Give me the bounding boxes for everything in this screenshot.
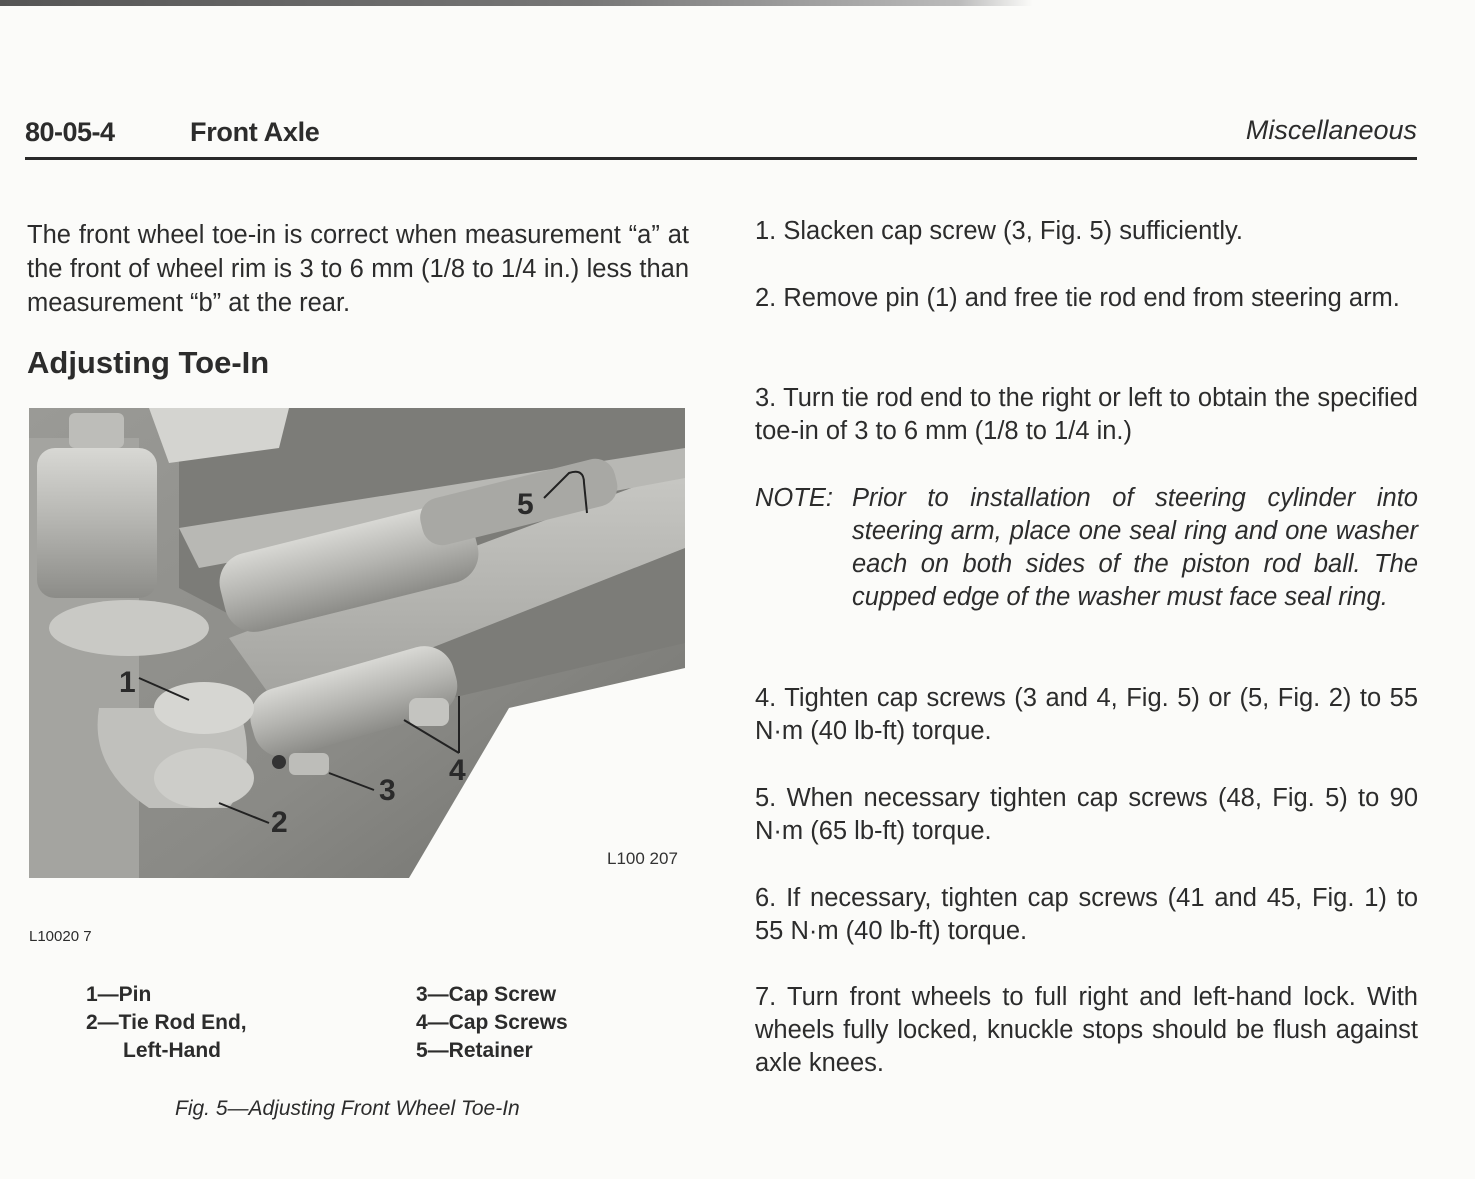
step-2: 2. Remove pin (1) and free tie rod end from steering arm. (755, 284, 1400, 312)
callout-1: 1 (119, 666, 136, 699)
step-5: 5. When necessary tighten cap screws (48, Fig. 5) to 90 N·m (65 lb-ft) torque. (755, 784, 1418, 845)
photo-id: L100 207 (607, 849, 678, 868)
callout-2: 2 (271, 806, 288, 839)
callout-3: 3 (379, 774, 396, 807)
legend-item: 4—Cap Screws (416, 1011, 568, 1034)
legend-item: 1—Pin (86, 983, 152, 1006)
legend-item: 3—Cap Screw (416, 983, 557, 1006)
step-4: 4. Tighten cap screws (3 and 4, Fig. 5) or (5, Fig. 2) to 55 N·m (40 lb-ft) torque. (755, 684, 1418, 745)
figure-legend-right (416, 981, 568, 1065)
figure-legend-left (86, 981, 247, 1065)
figure-caption: Fig. 5—Adjusting Front Wheel Toe-In (175, 1097, 520, 1120)
callout-4: 4 (449, 754, 466, 787)
scan-edge-shadow (0, 0, 1475, 6)
note-text: Prior to installation of steering cylinder into steering arm, place one seal ring and one washer each on both sides of the piston rod ball. The cupped edge of the washer must face seal ring. (852, 484, 1418, 611)
step-3: 3. Turn tie rod end to the right or left to obtain the specified toe-in of 3 to 6 mm (1/8 to 1/4 in.) (755, 384, 1418, 445)
legend-item-continuation: Left-Hand (123, 1039, 221, 1062)
figure-id: L10020 7 (29, 928, 92, 945)
chapter-title: Front Axle (190, 117, 320, 147)
step-7: 7. Turn front wheels to full right and left-hand lock. With wheels fully locked, knuckle stops should be flush against axle knees. (755, 983, 1418, 1077)
legend-item: 2—Tie Rod End, (86, 1011, 247, 1034)
note-block (755, 482, 1418, 614)
step-1: 1. Slacken cap screw (3, Fig. 5) sufficiently. (755, 217, 1243, 245)
section-title: Miscellaneous (1245, 115, 1417, 145)
section-heading: Adjusting Toe-In (27, 345, 270, 380)
figure-photo (29, 408, 685, 878)
intro-paragraph: The front wheel toe-in is correct when measurement “a” at the front of wheel rim is 3 to 6 mm (1/8 to 1/4 in.) less than measurement “b” at the rear. (27, 221, 689, 317)
step-6: 6. If necessary, tighten cap screws (41 and 45, Fig. 1) to 55 N·m (40 lb-ft) torque. (755, 884, 1418, 945)
page-number: 80-05-4 (25, 117, 115, 147)
note-label: NOTE: (755, 484, 833, 512)
legend-item: 5—Retainer (416, 1039, 533, 1062)
callout-5: 5 (517, 488, 534, 521)
header-rule (25, 157, 1417, 160)
